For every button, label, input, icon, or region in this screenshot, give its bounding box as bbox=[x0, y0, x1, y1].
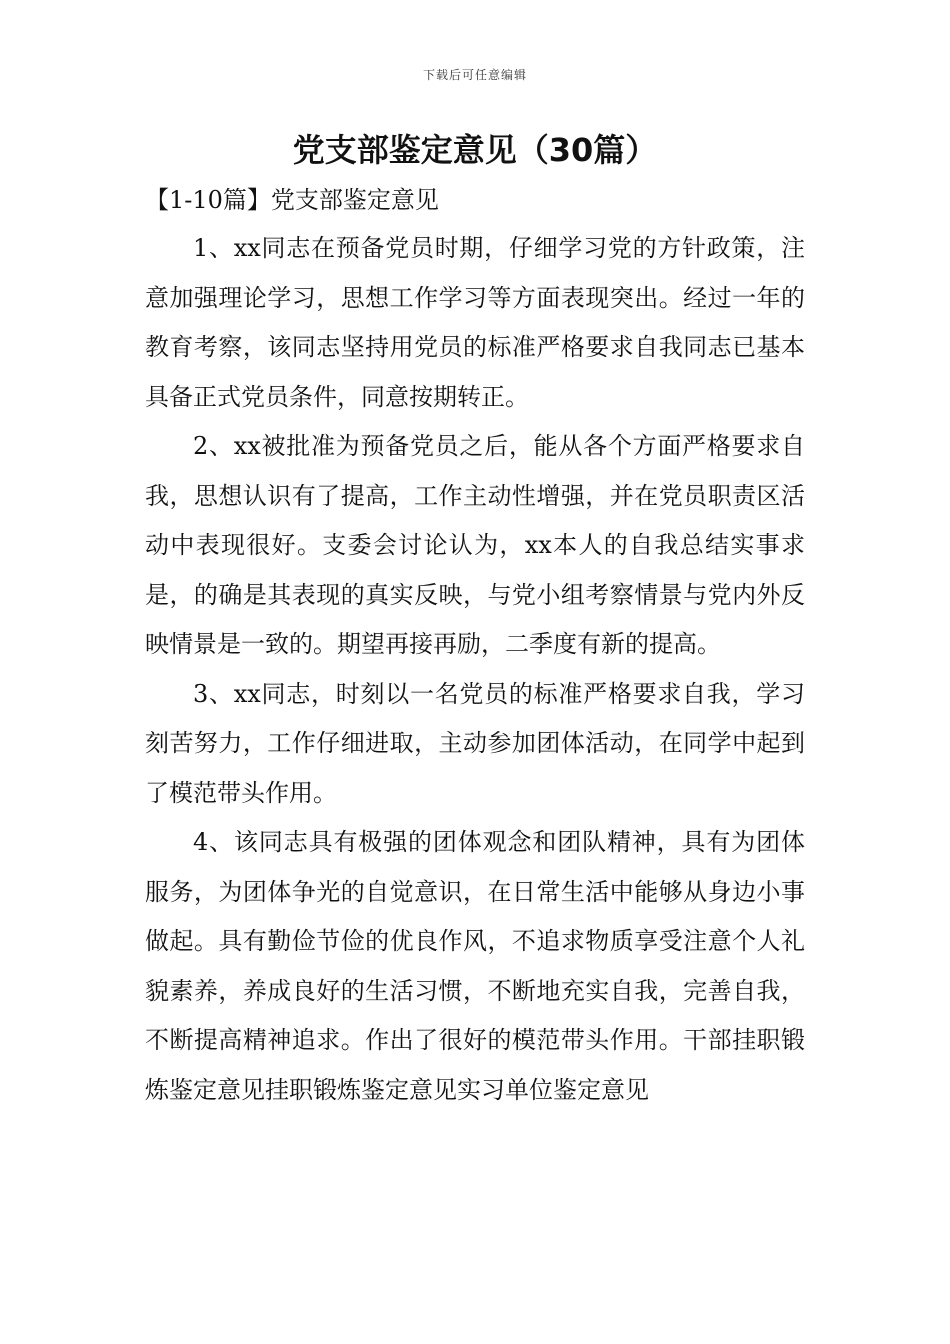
paragraph-3: 3、xx同志，时刻以一名党员的标准严格要求自我，学习刻苦努力，工作仔细进取，主动参加团体活动，在同学中起到了模范带头作用。 bbox=[145, 679, 805, 807]
paragraph-1: 1、xx同志在预备党员时期，仔细学习党的方针政策，注意加强理论学习，思想工作学习等方面表现突出。经过一年的教育考察，该同志坚持用党员的标准严格要求自我同志已基本具备正式党员条件，同意按期转正。 bbox=[145, 234, 805, 411]
document-title: 党支部鉴定意见（30篇） bbox=[292, 131, 658, 169]
header-note: 下载后可任意编辑 bbox=[422, 68, 527, 82]
section-heading: 【1-10篇】党支部鉴定意见 bbox=[145, 186, 439, 214]
paragraph-4: 4、该同志具有极强的团体观念和团队精神，具有为团体服务，为团体争光的自觉意识，在日常生活中能够从身边小事做起。具有勤俭节俭的优良作风，不追求物质享受注意个人礼貌素养，养成良好的生活习惯，不断地充实自我，完善自我，不断提高精神追求。作出了很好的模范带头作用。干部挂职锻炼鉴定意见挂职锻炼鉴定意见实习单位鉴定意见 bbox=[145, 828, 805, 1104]
paragraph-2: 2、xx被批准为预备党员之后，能从各个方面严格要求自我，思想认识有了提高，工作主动性增强，并在党员职责区活动中表现很好。支委会讨论认为，xx本人的自我总结实事求是，的确是其表现的真实反映，与党小组考察情景与党内外反映情景是一致的。期望再接再励，二季度有新的提高。 bbox=[145, 432, 805, 658]
document-body bbox=[145, 178, 805, 1115]
